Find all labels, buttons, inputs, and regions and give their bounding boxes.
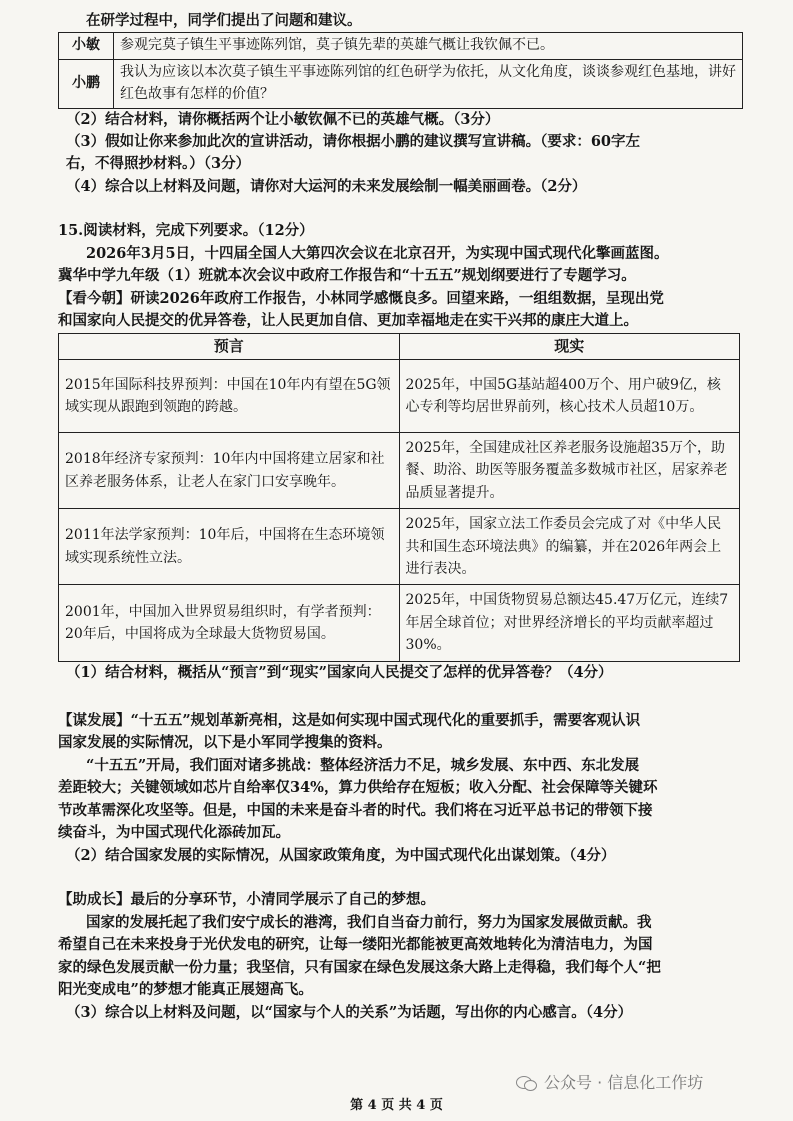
develop-line5: 节改革需深化攻坚等。但是，中国的未来是奋斗者的时代。我们将在习近平总书记的带领下接 — [58, 801, 653, 819]
q15-question-3: （3）综合以上材料及问题，以“国家与个人的关系”为话题，写出你的内心感言。（4分） — [66, 1003, 633, 1021]
reality-cell: 2025年，全国建成社区养老服务设施超35万个，助餐、助浴、助医等服务覆盖多数城市社区，居家养老品质显著提升。 — [399, 433, 740, 509]
grow-line4: 家的绿色发展贡献一份力量；我坚信，只有国家在绿色发展这条大路上走得稳，我们每个人“把 — [58, 958, 661, 976]
reality-cell: 2025年，中国货物贸易总额达45.47万亿元，连续7年居全球首位；对世界经济增长的平均贡献率超过30%。 — [399, 585, 740, 661]
prediction-cell: 2018年经济专家预判：10年内中国将建立居家和社区养老服务体系，让老人在家门口安享晚年。 — [59, 433, 400, 509]
q15-para1-line2: 冀华中学九年级（1）班就本次会议中政府工作报告和“十五五”规划纲要进行了专题学习。 — [58, 267, 636, 285]
page-footer: 第 4 页 共 4 页 — [350, 1098, 443, 1113]
develop-line3: “十五五”开局，我们面对诸多挑战：整体经济活力不足，城乡发展、东中西、东北发展 — [86, 756, 640, 774]
prediction-cell: 2001年，中国加入世界贸易组织时，有学者预判：20年后，中国将成为全球最大货物贸易国。 — [59, 585, 400, 661]
research-intro: 在研学过程中，同学们提出了问题和建议。 — [86, 12, 362, 29]
suggestion-table — [58, 32, 743, 108]
question-2: （2）结合材料，请你概括两个让小敏钦佩不已的英雄气概。（3分） — [66, 110, 500, 128]
develop-line4: 差距较大；关键领域如芯片自给率仅34%，算力供给存在短板；收入分配、社会保障等关键环 — [58, 779, 658, 797]
q15-para2-line1: 【看今朝】研读2026年政府工作报告，小林同学感慨良多。回望来路，一组组数据，呈现出党 — [58, 289, 664, 307]
q15-question-2: （2）结合国家发展的实际情况，从国家政策角度，为中国式现代化出谋划策。（4分） — [66, 846, 616, 864]
table-row — [59, 33, 743, 60]
prediction-reality-table — [58, 333, 740, 662]
question-3-line1: （3）假如让你来参加此次的宣讲活动，请你根据小鹏的建议撰写宣讲稿。（要求：60字左 — [66, 133, 641, 150]
reality-cell: 2025年，国家立法工作委员会完成了对《中华人民共和国生态环境法典》的编纂，并在2026年两会上进行表决。 — [399, 509, 740, 585]
watermark — [516, 1071, 703, 1096]
suggestion-cell: 我认为应该以本次莫子镇生平事迹陈列馆的红色研学为依托，从文化角度，谈谈参观红色基地，讲好红色故事有怎样的价值？ — [114, 60, 743, 108]
question-3-line2: 右，不得照抄材料。）（3分） — [66, 155, 251, 173]
table-row — [59, 60, 743, 108]
speaker-cell: 小鹏 — [59, 60, 114, 108]
prediction-cell: 2015年国际科技界预判：中国在10年内有望在5G领域实现从跟跑到领跑的跨越。 — [59, 360, 400, 433]
grow-line1: 【助成长】最后的分享环节，小清同学展示了自己的梦想。 — [58, 891, 435, 909]
q15-para1-line1: 2026年3月5日，十四届全国人大第四次会议在北京召开，为实现中国式现代化擎画蓝图。 — [86, 244, 669, 262]
exam-page — [58, 10, 743, 1024]
develop-line2: 国家发展的实际情况，以下是小军同学搜集的资料。 — [58, 734, 392, 752]
table-row — [59, 585, 740, 661]
reality-cell: 2025年，中国5G基站超400万个、用户破9亿，核心专利等均居世界前列，核心技术人员超10万。 — [399, 360, 740, 433]
suggestion-cell: 参观完莫子镇生平事迹陈列馆，莫子镇先辈的英雄气概让我钦佩不已。 — [114, 33, 743, 60]
q15-question-1: （1）结合材料，概括从“预言”到“现实”国家向人民提交了怎样的优异答卷？（4分） — [66, 663, 613, 681]
prediction-cell: 2011年法学家预判：10年后，中国将在生态环境领域实现系统性立法。 — [59, 509, 400, 585]
watermark-text: 公众号 · 信息化工作坊 — [544, 1073, 704, 1092]
table-row — [59, 360, 740, 433]
develop-line1: 【谋发展】“十五五”规划革新亮相，这是如何实现中国式现代化的重要抓手，需要客观认识 — [58, 711, 641, 729]
grow-line3: 希望自己在未来投身于光伏发电的研究，让每一缕阳光都能被更高效地转化为清洁电力，为国 — [58, 936, 653, 954]
table-header-row — [59, 333, 740, 359]
wechat-icon — [516, 1074, 538, 1092]
header-reality: 现实 — [399, 333, 740, 359]
develop-line6: 续奋斗，为中国式现代化添砖加瓦。 — [58, 824, 290, 842]
question-4: （4）综合以上材料及问题，请你对大运河的未来发展绘制一幅美丽画卷。（2分） — [66, 177, 587, 195]
q15-para2-line2: 和国家向人民提交的优异答卷，让人民更加自信、更加幸福地走在实干兴邦的康庄大道上。 — [58, 312, 638, 330]
q15-title: 15.阅读材料，完成下列要求。（12分） — [58, 222, 314, 240]
grow-line2: 国家的发展托起了我们安宁成长的港湾，我们自当奋力前行，努力为国家发展做贡献。我 — [86, 913, 652, 931]
table-row — [59, 433, 740, 509]
header-prediction: 预言 — [59, 333, 400, 359]
grow-line5: 阳光变成电”的梦想才能真正展翅高飞。 — [58, 981, 313, 999]
speaker-cell: 小敏 — [59, 33, 114, 60]
table-row — [59, 509, 740, 585]
